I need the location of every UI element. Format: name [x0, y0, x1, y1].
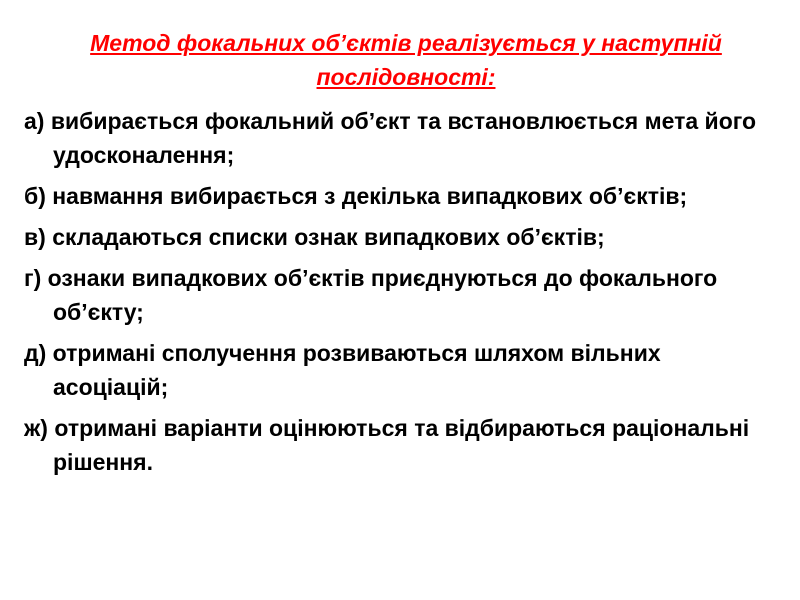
step-b: б) навмання вибирається з декілька випадкових об’єктів;	[24, 183, 688, 209]
step-zh: ж) отримані варіанти оцінюються та відбираються раціональні рішення.	[24, 415, 750, 475]
step-v: в) складаються списки ознак випадкових об’єктів;	[24, 224, 605, 250]
step-g: г) ознаки випадкових об’єктів приєднуються до фокального об’єкту;	[24, 265, 718, 325]
steps-list	[24, 104, 778, 479]
slide-title: Метод фокальних об’єктів реалізується у наступній послідовності:	[90, 30, 722, 90]
step-d: д) отримані сполучення розвиваються шляхом вільних асоціацій;	[24, 340, 661, 400]
step-a: а) вибирається фокальний об’єкт та встановлюється мета його удосконалення;	[24, 108, 757, 168]
